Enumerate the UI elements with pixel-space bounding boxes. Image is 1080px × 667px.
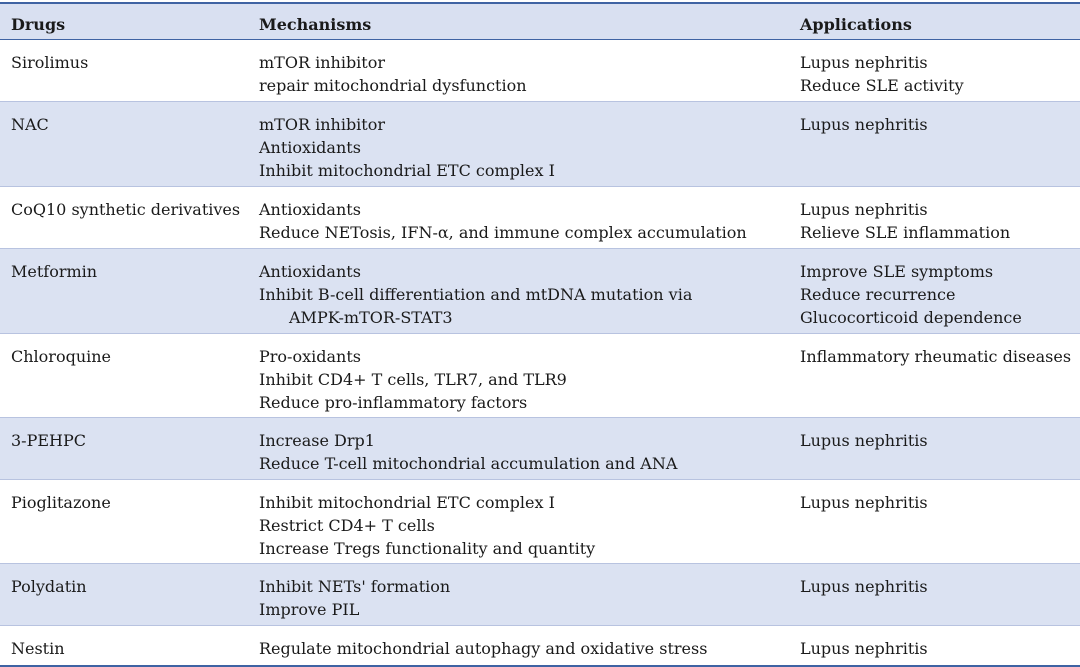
mechanisms-cell xyxy=(259,418,800,479)
mechanism-line: Inhibit B-cell differentiation and mtDNA mutation via xyxy=(259,285,693,304)
table-row xyxy=(0,187,1080,249)
application-line: Reduce SLE activity xyxy=(800,76,964,95)
table-row xyxy=(0,334,1080,418)
mechanism-line: Antioxidants xyxy=(259,138,361,157)
mechanisms-cell xyxy=(259,249,800,333)
drug-name: Metformin xyxy=(11,262,98,281)
applications-cell xyxy=(800,40,1080,101)
mechanisms-cell xyxy=(259,40,800,101)
table-row xyxy=(0,249,1080,334)
table-row xyxy=(0,418,1080,480)
applications-cell xyxy=(800,564,1080,625)
mechanisms-cell xyxy=(259,564,800,625)
mechanisms-cell xyxy=(259,102,800,186)
mechanism-line: Inhibit NETs' formation xyxy=(259,577,451,596)
application-line: Lupus nephritis xyxy=(800,200,928,219)
mechanism-line: Inhibit mitochondrial ETC complex I xyxy=(259,161,555,180)
mechanism-line: mTOR inhibitor xyxy=(259,53,386,72)
applications-cell xyxy=(800,626,1080,665)
table-row xyxy=(0,480,1080,564)
header-mechanisms: Mechanisms xyxy=(259,15,372,34)
mechanism-line: Antioxidants xyxy=(259,262,361,281)
table-header-row xyxy=(0,4,1080,40)
mechanism-line: Inhibit CD4+ T cells, TLR7, and TLR9 xyxy=(259,370,567,389)
application-line: Lupus nephritis xyxy=(800,493,928,512)
table-row xyxy=(0,40,1080,102)
mechanism-line: mTOR inhibitor xyxy=(259,115,386,134)
application-line: Lupus nephritis xyxy=(800,115,928,134)
application-line: Relieve SLE inflammation xyxy=(800,223,1011,242)
mechanism-line: Inhibit mitochondrial ETC complex I xyxy=(259,493,555,512)
mechanism-line: Reduce pro-inflammatory factors xyxy=(259,393,528,412)
application-line: Inflammatory rheumatic diseases xyxy=(800,347,1072,366)
mechanisms-cell xyxy=(259,480,800,563)
table-row xyxy=(0,564,1080,626)
application-line: Lupus nephritis xyxy=(800,639,928,658)
applications-cell xyxy=(800,187,1080,248)
mechanism-line: Antioxidants xyxy=(259,200,361,219)
applications-cell xyxy=(800,102,1080,186)
mechanism-line: Pro-oxidants xyxy=(259,347,361,366)
drug-name: NAC xyxy=(11,115,49,134)
table-body xyxy=(0,40,1080,665)
drug-name: Nestin xyxy=(11,639,65,658)
drug-name: Sirolimus xyxy=(11,53,89,72)
mechanism-line: Regulate mitochondrial autophagy and oxidative stress xyxy=(259,639,708,658)
mechanisms-cell xyxy=(259,187,800,248)
drug-name: Pioglitazone xyxy=(11,493,111,512)
application-line: Lupus nephritis xyxy=(800,53,928,72)
mechanism-line: Reduce NETosis, IFN-α, and immune complex accumulation xyxy=(259,223,747,242)
application-line: Lupus nephritis xyxy=(800,577,928,596)
application-line: Lupus nephritis xyxy=(800,431,928,450)
table-row xyxy=(0,626,1080,665)
application-line: Glucocorticoid dependence xyxy=(800,308,1022,327)
mechanism-line: Restrict CD4+ T cells xyxy=(259,516,435,535)
mechanism-line: Increase Tregs functionality and quantity xyxy=(259,539,596,558)
drug-name: CoQ10 synthetic derivatives xyxy=(11,200,241,219)
drug-name: Polydatin xyxy=(11,577,87,596)
mechanisms-cell xyxy=(259,626,800,665)
application-line: Reduce recurrence xyxy=(800,285,956,304)
drug-name: 3-PEHPC xyxy=(11,431,86,450)
drug-name: Chloroquine xyxy=(11,347,112,366)
applications-cell xyxy=(800,418,1080,479)
drug-table xyxy=(0,2,1080,667)
mechanism-line: Increase Drp1 xyxy=(259,431,375,450)
applications-cell xyxy=(800,334,1080,417)
applications-cell xyxy=(800,249,1080,333)
header-applications: Applications xyxy=(800,15,912,34)
header-drugs: Drugs xyxy=(11,15,66,34)
applications-cell xyxy=(800,480,1080,563)
mechanism-line: Improve PIL xyxy=(259,600,360,619)
table-row xyxy=(0,102,1080,187)
mechanism-line: Reduce T-cell mitochondrial accumulation and ANA xyxy=(259,454,678,473)
mechanism-line: repair mitochondrial dysfunction xyxy=(259,76,527,95)
application-line: Improve SLE symptoms xyxy=(800,262,994,281)
mechanisms-cell xyxy=(259,334,800,417)
mechanism-line: AMPK-mTOR-STAT3 xyxy=(289,308,453,327)
